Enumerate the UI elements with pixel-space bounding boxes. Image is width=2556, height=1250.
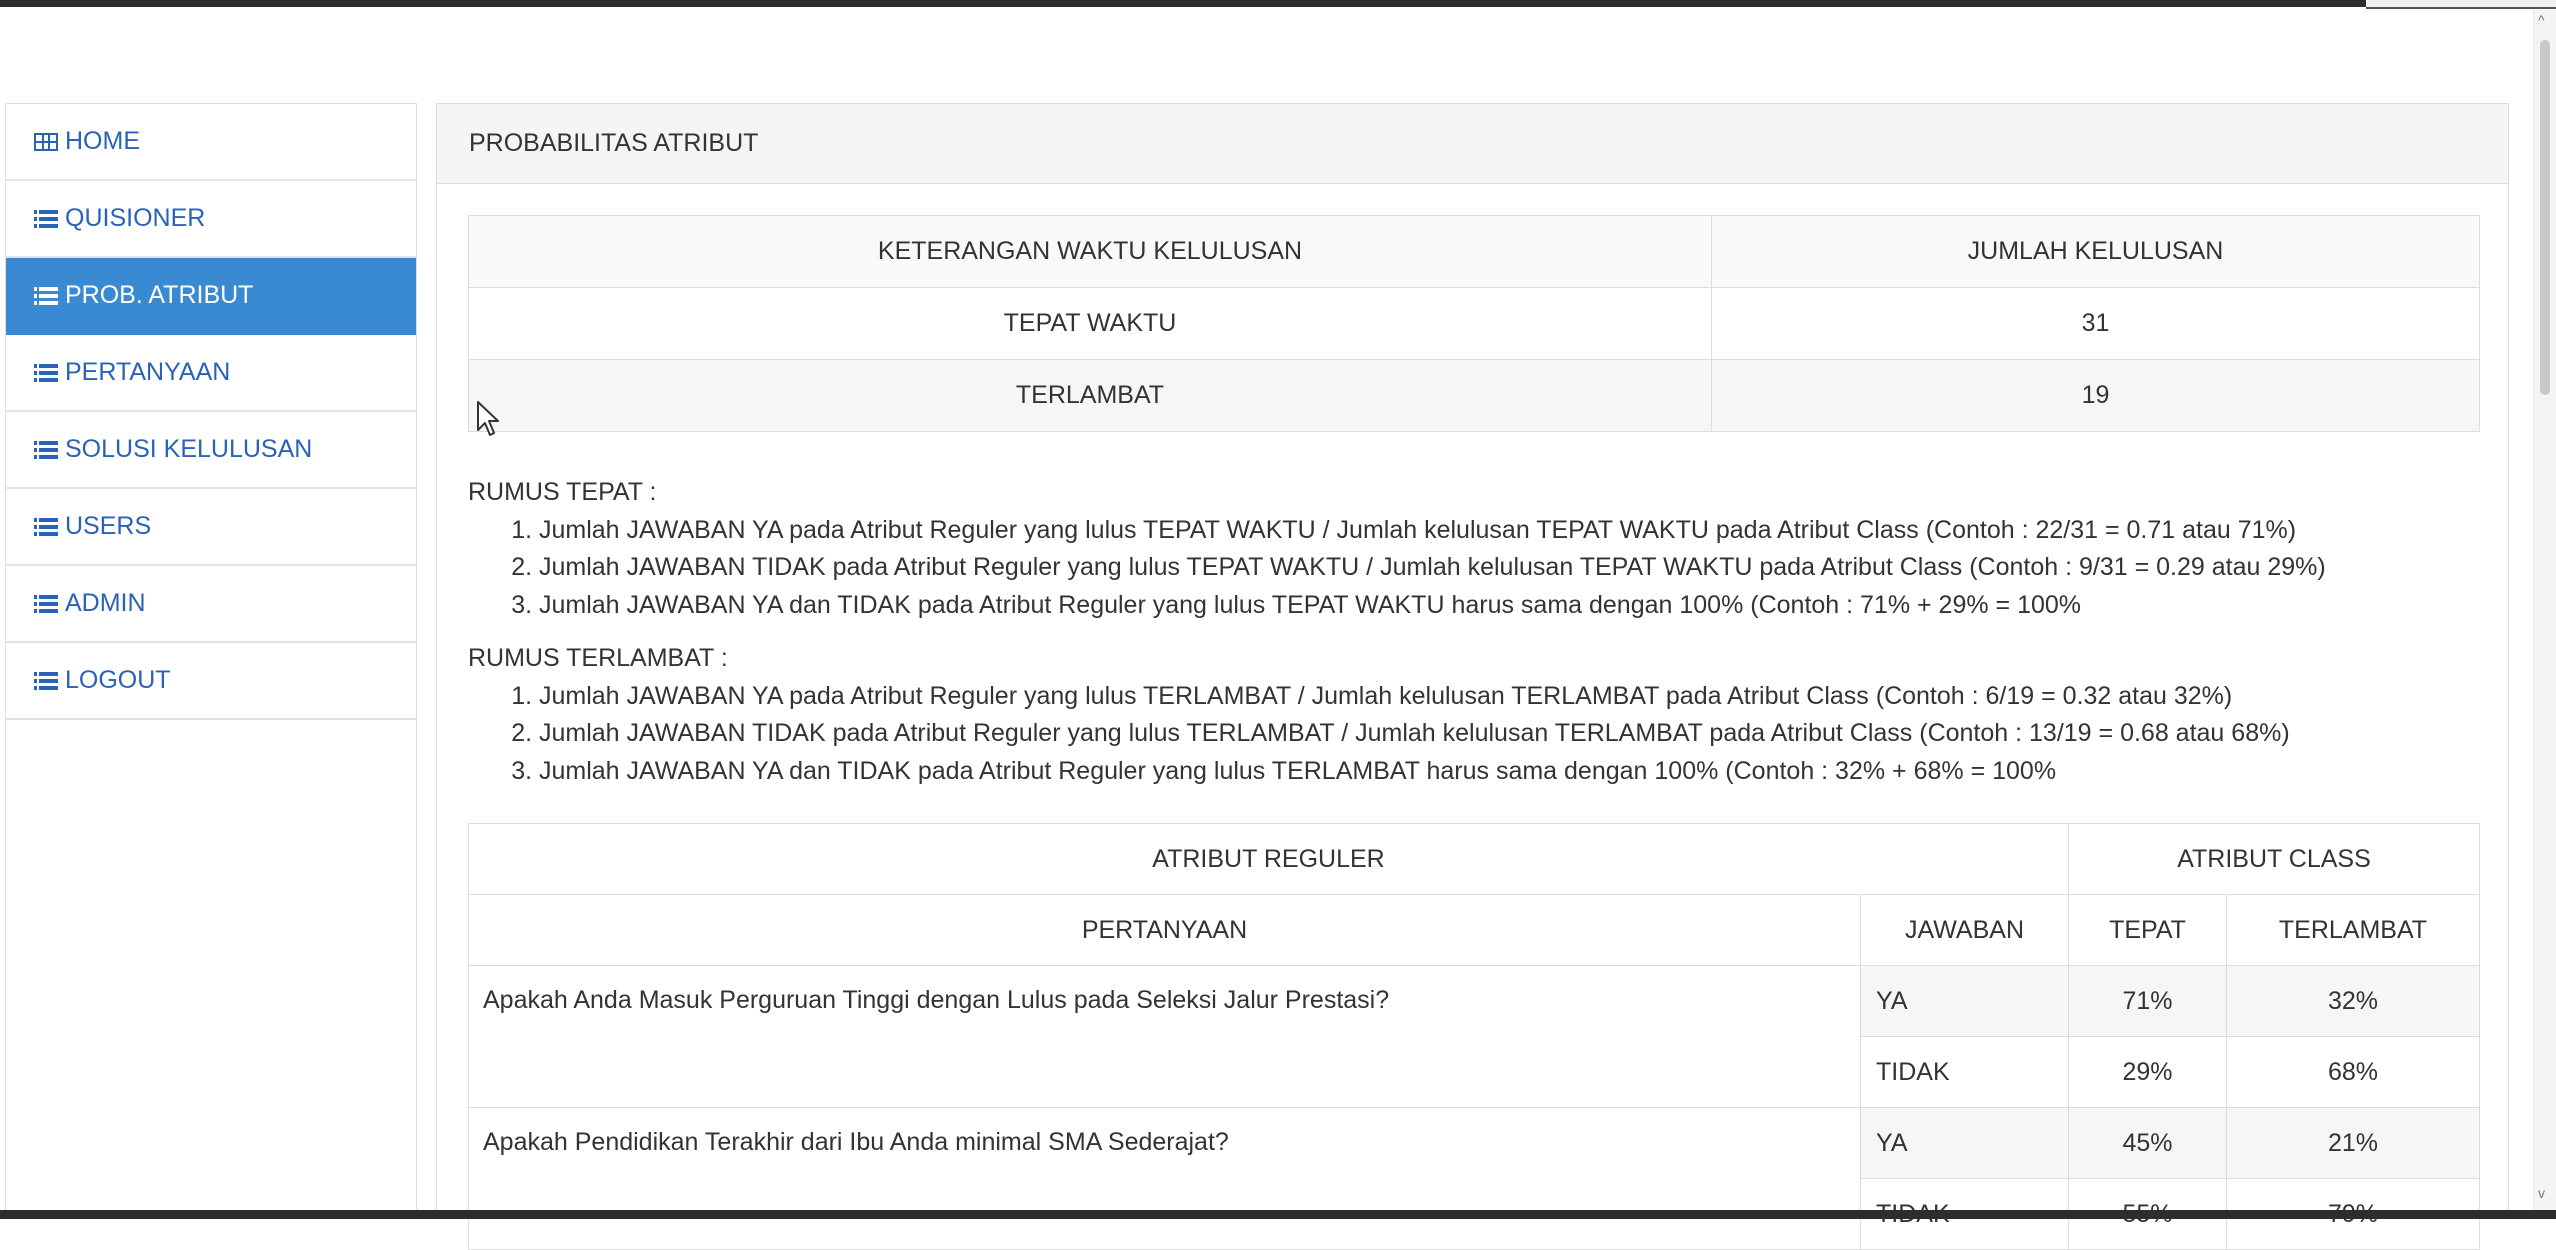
header-jawaban: JAWABAN	[1861, 895, 2069, 966]
list-item: 3. Jumlah JAWABAN YA dan TIDAK pada Atribut Reguler yang lulus TERLAMBAT harus sama dengan 100% (Contoh : 32% + 68% = 100%	[539, 753, 2478, 791]
list-item: 1. Jumlah JAWABAN YA pada Atribut Reguler yang lulus TERLAMBAT / Jumlah kelulusan TERLAMBAT pada Atribut Class (Contoh : 6/19 = 0.32 atau 32%)	[539, 678, 2478, 716]
table-row	[469, 966, 2480, 1037]
panel-title: PROBABILITAS ATRIBUT	[437, 104, 2508, 184]
list-icon	[34, 518, 58, 536]
question-cell: Apakah Anda Masuk Perguruan Tinggi dengan Lulus pada Seleksi Jalur Prestasi?	[469, 966, 1861, 1108]
list-item: 1. Jumlah JAWABAN YA pada Atribut Reguler yang lulus TEPAT WAKTU / Jumlah kelulusan TEPAT WAKTU pada Atribut Class (Contoh : 22/31 = 0.71 atau 71%)	[539, 512, 2478, 550]
scroll-down-icon[interactable]: v	[2538, 1185, 2545, 1201]
answer-cell: YA	[1861, 966, 2069, 1037]
row-label: TERLAMBAT	[469, 360, 1712, 432]
header-atribut-reguler: ATRIBUT REGULER	[469, 824, 2069, 895]
sidebar-item-quisioner[interactable]	[6, 181, 416, 258]
header-keterangan: KETERANGAN WAKTU KELULUSAN	[469, 216, 1712, 288]
main-panel	[436, 103, 2509, 1210]
tepat-cell: 45%	[2069, 1108, 2227, 1179]
sidebar-item-admin[interactable]	[6, 566, 416, 643]
sidebar-item-prob-atribut[interactable]	[6, 258, 416, 335]
table-header-row	[469, 895, 2480, 966]
list-icon	[34, 210, 58, 228]
rumus-terlambat-list	[468, 678, 2478, 791]
top-window-bar	[0, 0, 2556, 7]
bottom-window-bar	[0, 1210, 2556, 1219]
sidebar-item-solusi-kelulusan[interactable]	[6, 412, 416, 489]
row-value: 19	[1712, 360, 2480, 432]
list-icon	[34, 364, 58, 382]
top-window-edge	[2366, 0, 2556, 9]
row-value: 31	[1712, 288, 2480, 360]
terlambat-cell: 68%	[2227, 1037, 2480, 1108]
table-row	[469, 1108, 2480, 1179]
sidebar-item-label: PERTANYAAN	[65, 358, 231, 386]
sidebar-item-label: ADMIN	[65, 589, 146, 617]
sidebar-item-users[interactable]	[6, 489, 416, 566]
sidebar-item-home[interactable]	[6, 104, 416, 181]
attribute-table	[468, 823, 2480, 1250]
mouse-cursor-icon	[476, 400, 500, 438]
sidebar-item-label: HOME	[65, 127, 140, 155]
row-label: TEPAT WAKTU	[469, 288, 1712, 360]
scroll-up-icon[interactable]: ^	[2538, 12, 2545, 28]
sidebar-nav	[6, 104, 416, 720]
list-item: 2. Jumlah JAWABAN TIDAK pada Atribut Reguler yang lulus TEPAT WAKTU / Jumlah kelulusan TEPAT WAKTU pada Atribut Class (Contoh : 9/31 = 0.29 atau 29%)	[539, 549, 2478, 587]
table-icon	[34, 133, 58, 151]
list-item: 3. Jumlah JAWABAN YA dan TIDAK pada Atribut Reguler yang lulus TEPAT WAKTU harus sama dengan 100% (Contoh : 71% + 29% = 100%	[539, 587, 2478, 625]
rumus-tepat-title: RUMUS TEPAT :	[468, 478, 657, 506]
sidebar-item-logout[interactable]	[6, 643, 416, 720]
list-icon	[34, 441, 58, 459]
header-pertanyaan: PERTANYAAN	[469, 895, 1861, 966]
sidebar-item-label: USERS	[65, 512, 152, 540]
rumus-terlambat-title: RUMUS TERLAMBAT :	[468, 644, 728, 672]
page-scrollbar[interactable]	[2533, 10, 2556, 1210]
table-group-header-row	[469, 824, 2480, 895]
header-terlambat: TERLAMBAT	[2227, 895, 2480, 966]
answer-cell: TIDAK	[1861, 1037, 2069, 1108]
sidebar-item-label: PROB. ATRIBUT	[65, 281, 254, 309]
scrollbar-thumb[interactable]	[2540, 40, 2550, 395]
terlambat-cell: 32%	[2227, 966, 2480, 1037]
list-item: 2. Jumlah JAWABAN TIDAK pada Atribut Reguler yang lulus TERLAMBAT / Jumlah kelulusan TERLAMBAT pada Atribut Class (Contoh : 13/19 = 0.68 atau 68%)	[539, 715, 2478, 753]
question-cell: Apakah Pendidikan Terakhir dari Ibu Anda minimal SMA Sederajat?	[469, 1108, 1861, 1250]
sidebar-item-pertanyaan[interactable]	[6, 335, 416, 412]
sidebar-item-label: LOGOUT	[65, 666, 171, 694]
rumus-tepat	[468, 474, 2478, 624]
table-header-row	[469, 216, 2480, 288]
sidebar-item-label: QUISIONER	[65, 204, 206, 232]
tepat-cell: 71%	[2069, 966, 2227, 1037]
header-atribut-class: ATRIBUT CLASS	[2069, 824, 2480, 895]
panel-body	[437, 184, 2508, 1250]
list-icon	[34, 287, 58, 305]
tepat-cell: 29%	[2069, 1037, 2227, 1108]
sidebar-item-label: SOLUSI KELULUSAN	[65, 435, 313, 463]
header-tepat: TEPAT	[2069, 895, 2227, 966]
table-row	[469, 360, 2480, 432]
table-row	[469, 288, 2480, 360]
terlambat-cell: 21%	[2227, 1108, 2480, 1179]
header-jumlah: JUMLAH KELULUSAN	[1712, 216, 2480, 288]
rumus-terlambat	[468, 640, 2478, 790]
rumus-tepat-list	[468, 512, 2478, 625]
answer-cell: YA	[1861, 1108, 2069, 1179]
sidebar	[5, 103, 417, 1210]
summary-table	[468, 215, 2480, 432]
list-icon	[34, 595, 58, 613]
list-icon	[34, 672, 58, 690]
